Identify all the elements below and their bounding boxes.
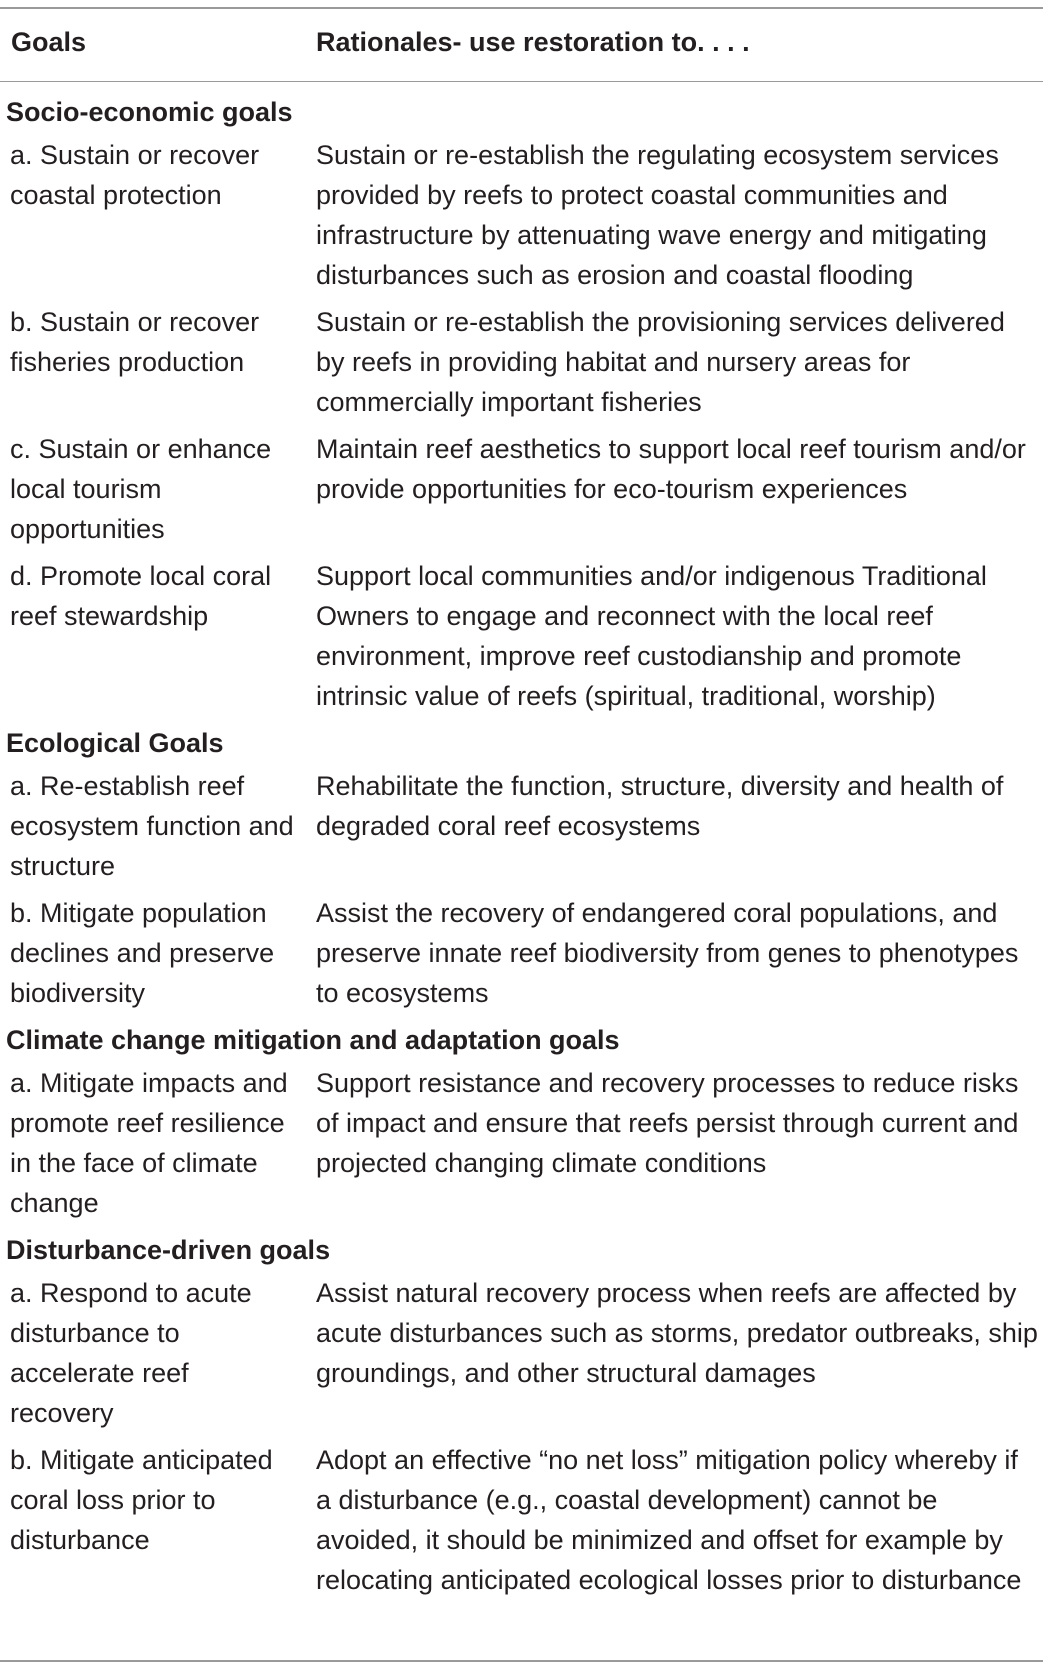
rationale-cell: Sustain or re-establish the provisioning services delivered by reefs in providing habitat and nursery areas for commercially important fisheries: [316, 307, 1005, 417]
rationale-cell: Assist natural recovery process when reefs are affected by acute disturbances such as storms, predator outbreaks, ship groundings, and other structural damages: [316, 1278, 1038, 1388]
section-title-climate-change: Climate change mitigation and adaptation goals: [6, 1025, 620, 1055]
header-rule: [0, 81, 1043, 82]
goal-cell: a. Mitigate impacts and promote reef resilience in the face of climate change: [10, 1068, 288, 1218]
table-row: [0, 1063, 1043, 1223]
rationale-cell: Rehabilitate the function, structure, diversity and health of degraded coral reef ecosystems: [316, 771, 1004, 841]
goal-cell: b. Mitigate population declines and preserve biodiversity: [10, 898, 275, 1008]
rationale-cell: Support resistance and recovery processes to reduce risks of impact and ensure that reefs persist through current and projected changing climate conditions: [316, 1068, 1019, 1178]
section-title-ecological: Ecological Goals: [6, 728, 224, 758]
top-rule: [0, 7, 1043, 9]
table-header: [0, 20, 1043, 64]
table-row: [0, 1273, 1043, 1433]
table-row: [0, 302, 1043, 422]
table-row: [0, 135, 1043, 295]
table-body: [0, 92, 1043, 1607]
header-goals: Goals: [11, 27, 87, 57]
goal-cell: c. Sustain or enhance local tourism opportunities: [10, 434, 272, 544]
section-title-socio-economic: Socio-economic goals: [6, 97, 293, 127]
header-rationales: Rationales- use restoration to. . . .: [316, 27, 750, 57]
rationale-cell: Support local communities and/or indigenous Traditional Owners to engage and reconnect with the local reef environment, improve reef custodianship and promote intrinsic value of reefs (spiritual, traditional, worship): [316, 561, 987, 711]
table-row: [0, 893, 1043, 1013]
rationale-cell: Maintain reef aesthetics to support local reef tourism and/or provide opportunities for eco-tourism experiences: [316, 434, 1026, 504]
section-title-disturbance-driven: Disturbance-driven goals: [6, 1235, 331, 1265]
table-row: [0, 1440, 1043, 1600]
rationale-cell: Assist the recovery of endangered coral populations, and preserve innate reef biodiversity from genes to phenotypes to ecosystems: [316, 898, 1019, 1008]
rationale-cell: Sustain or re-establish the regulating ecosystem services provided by reefs to protect coastal communities and infrastructure by attenuating wave energy and mitigating disturbances such as erosion and coastal flooding: [316, 140, 999, 290]
bottom-rule: [0, 1660, 1043, 1662]
goal-cell: a. Re-establish reef ecosystem function and structure: [10, 771, 294, 881]
goal-cell: a. Respond to acute disturbance to accelerate reef recovery: [10, 1278, 252, 1428]
rationale-cell: Adopt an effective “no net loss” mitigation policy whereby if a disturbance (e.g., coastal development) cannot be avoided, it should be minimized and offset for example by relocating anticipated ecological losses prior to disturbance: [316, 1445, 1022, 1595]
goal-cell: b. Sustain or recover fisheries production: [10, 307, 260, 377]
table-row: [0, 556, 1043, 716]
goal-cell: a. Sustain or recover coastal protection: [10, 140, 260, 210]
goal-cell: d. Promote local coral reef stewardship: [10, 561, 272, 631]
goal-cell: b. Mitigate anticipated coral loss prior to disturbance: [10, 1445, 273, 1555]
table-row: [0, 766, 1043, 886]
table-row: [0, 429, 1043, 549]
